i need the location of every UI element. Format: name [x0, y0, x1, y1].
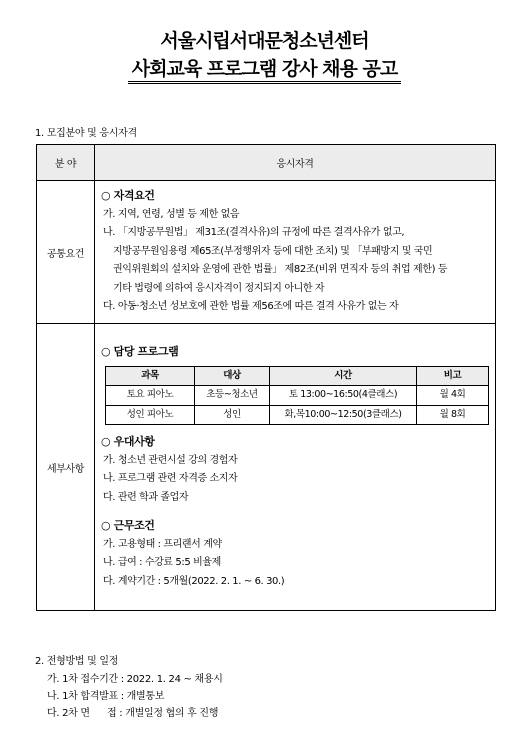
category-detail: 세부사항: [37, 324, 95, 611]
title-announcement: 사회교육 프로그램 강사 채용 공고: [0, 54, 529, 81]
schedule-item: 나. 1차 합격발표 : 개별통보: [47, 691, 165, 702]
program-row: [106, 405, 489, 425]
program-time: 토 13:00~16:50(4클래스): [270, 386, 417, 406]
program-col-subject: 과목: [106, 366, 195, 386]
preference-heading: ○ 우대사항: [101, 435, 155, 448]
program-note: 월 4회: [417, 386, 489, 406]
preference-item: 나. 프로그램 관련 자격증 소지자: [103, 473, 238, 484]
preference-item: 다. 관련 학과 졸업자: [103, 491, 189, 503]
program-col-target: 대상: [195, 366, 270, 386]
program-subject: 토요 피아노: [106, 386, 195, 406]
program-heading: ○ 담당 프로그램: [101, 345, 179, 358]
header-qualification: 응시자격: [95, 145, 496, 181]
qualification-table: [36, 144, 496, 611]
common-item-continued: 권익위원회의 설치와 운영에 관한 법률」 제82조(비위 면직자 등의 취업 제한) 등: [113, 264, 448, 276]
common-item: 나. 「지방공무원법」 제31조(결격사유)의 규정에 따른 결격사유가 없고,: [103, 227, 405, 239]
program-target: 성인: [195, 405, 270, 425]
work-item: 다. 계약기간 : 5개월(2022. 2. 1. ~ 6. 30.): [103, 575, 285, 587]
program-col-note: 비고: [417, 366, 489, 386]
work-item: 나. 급여 : 수강료 5:5 비율제: [103, 557, 221, 568]
program-target: 초등~청소년: [195, 386, 270, 406]
common-item-continued: 기타 법령에 의하여 응시자격이 정지되지 아니한 자: [113, 282, 325, 294]
common-item: 가. 지역, 연령, 성별 등 제한 없음: [103, 208, 240, 220]
work-heading: ○ 근무조건: [101, 519, 155, 532]
program-time: 화,목10:00~12:50(3클래스): [270, 405, 417, 425]
section2-heading: 2. 전형방법 및 일정: [35, 656, 119, 667]
category-common: 공통요건: [37, 181, 95, 324]
work-item: 가. 고용형태 : 프리랜서 계약: [103, 538, 222, 550]
title-organization: 서울시립서대문청소년센터: [160, 30, 369, 52]
common-item: 다. 아동·청소년 성보호에 관한 법률 제56조에 따른 결격 사유가 없는 자: [103, 301, 399, 313]
program-table: [105, 366, 489, 426]
program-subject: 성인 피아노: [106, 405, 195, 425]
program-col-time: 시간: [270, 366, 417, 386]
header-field: 분 야: [37, 145, 95, 181]
program-row: [106, 386, 489, 406]
section1-heading: 1. 모집분야 및 응시자격: [35, 128, 137, 139]
preference-item: 가. 청소년 관련시설 강의 경험자: [103, 454, 238, 466]
schedule-item: 다. 2차 면 접 : 개별일정 협의 후 진행: [47, 708, 219, 719]
common-requirements-cell: [95, 181, 496, 324]
qualification-heading: ○ 자격요건: [101, 189, 155, 203]
schedule-item: 가. 1차 접수기간 : 2022. 1. 24 ~ 채용시: [47, 674, 223, 685]
program-note: 월 8회: [417, 405, 489, 425]
detail-cell: [95, 324, 496, 611]
common-item-continued: 지방공무원임용령 제65조(부정행위자 등에 대한 조치) 및 「부패방지 및 국민: [113, 245, 433, 257]
